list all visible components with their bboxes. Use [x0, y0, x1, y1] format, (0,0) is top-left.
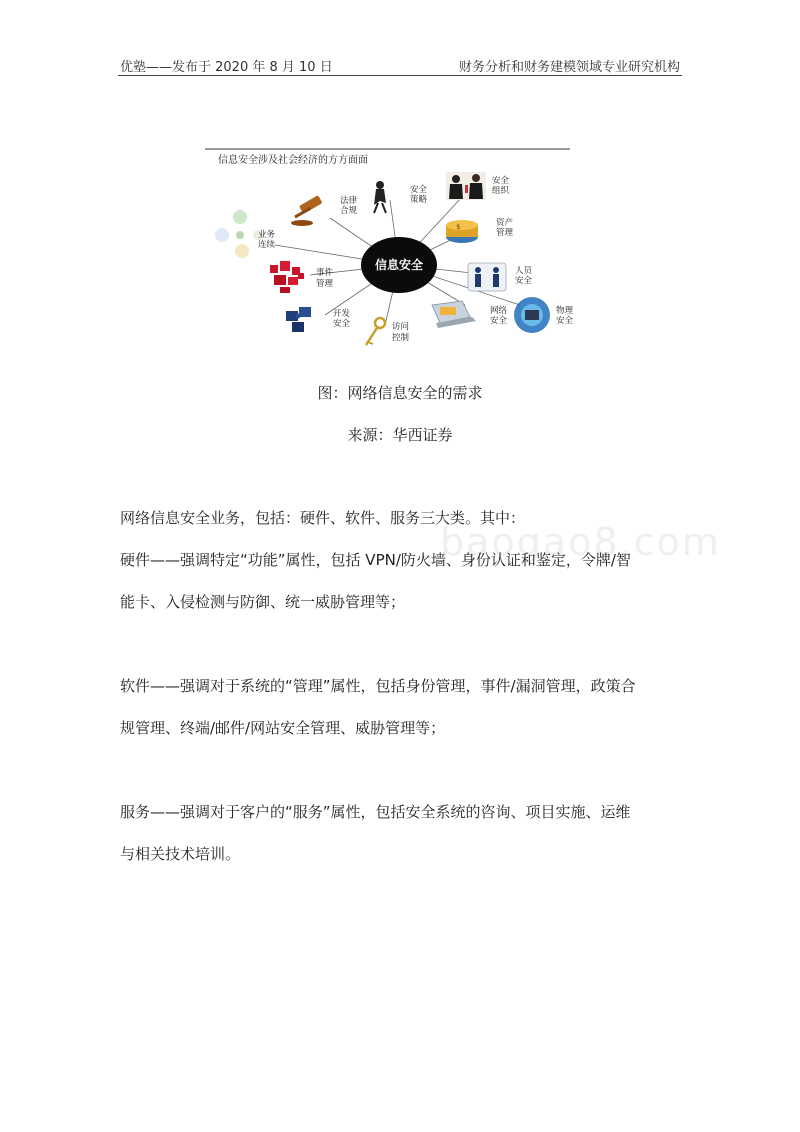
hardware-paragraph-line-2: 能卡、入侵检测与防御、统一威胁管理等；	[120, 593, 406, 611]
node-org-label-2: 组织	[492, 186, 510, 196]
people-photo-icon	[446, 172, 486, 200]
node-network-label-1: 网络	[490, 306, 508, 316]
node-incident-label-2: 管理	[316, 279, 334, 289]
node-access-label-1: 访问	[392, 322, 410, 332]
network-laptop-icon	[432, 301, 476, 328]
key-icon	[366, 318, 385, 345]
diagram-title: 信息安全涉及社会经济的方方面面	[218, 155, 368, 166]
intro-paragraph: 网络信息安全业务，包括：硬件、软件、服务三大类。其中：	[120, 509, 526, 527]
page-header-left: 优塾——发布于 2020 年 8 月 10 日	[120, 60, 333, 75]
node-access-label-2: 控制	[392, 333, 410, 343]
node-law-label-2: 合规	[340, 206, 358, 216]
center-node-label: 信息安全	[374, 258, 424, 272]
figure-caption: 图：网络信息安全的需求	[317, 384, 483, 402]
gavel-icon	[291, 195, 323, 226]
figure-source: 来源：华西证券	[347, 426, 453, 444]
node-org-label-1: 安全	[492, 176, 510, 186]
continuity-circles-icon	[215, 210, 263, 258]
physical-security-icon	[514, 297, 550, 333]
node-dev-label-2: 安全	[333, 319, 351, 329]
node-incident-label-1: 事件	[316, 268, 334, 278]
node-continuity-label-1: 业务	[258, 230, 276, 240]
asset-icon	[446, 220, 478, 243]
watermark: baogao8.com	[440, 520, 721, 564]
node-personnel-label-2: 安全	[515, 276, 533, 286]
service-paragraph-line-1: 服务——强调对于客户的“服务”属性，包括安全系统的咨询、项目实施、运维	[120, 803, 631, 821]
node-physical-label-2: 安全	[556, 316, 574, 326]
software-paragraph-line-2: 规管理、终端/邮件/网站安全管理、威胁管理等；	[120, 719, 446, 737]
page-header-right: 财务分析和财务建模领域专业研究机构	[458, 60, 680, 75]
service-paragraph-line-2: 与相关技术培训。	[120, 845, 241, 863]
node-personnel-label-1: 人员	[515, 266, 533, 276]
software-paragraph-line-1: 软件——强调对于系统的“管理”属性，包括身份管理，事件/漏洞管理，政策合	[120, 677, 636, 695]
node-physical-label-1: 物理	[556, 306, 574, 316]
node-dev-label-1: 开发	[333, 309, 351, 319]
strategy-figure-icon	[374, 181, 386, 213]
node-asset-label-1: 资产	[496, 218, 514, 228]
node-network-label-2: 安全	[490, 316, 508, 326]
node-law-label-1: 法律	[340, 196, 358, 206]
node-asset-label-2: 管理	[496, 228, 514, 238]
header-rule	[118, 75, 682, 76]
svg-text:$: $	[456, 223, 461, 231]
puzzle-icon	[286, 307, 311, 332]
incident-splash-icon	[270, 261, 304, 293]
node-continuity-label-2: 连续	[258, 240, 276, 250]
personnel-icon	[468, 263, 506, 291]
node-strategy-label-1: 安全	[410, 185, 428, 195]
node-strategy-label-2: 策略	[410, 195, 428, 205]
hardware-paragraph-line-1: 硬件——强调特定“功能”属性，包括 VPN/防火墙、身份认证和鉴定，令牌/智	[120, 551, 631, 569]
info-security-diagram	[200, 145, 585, 360]
